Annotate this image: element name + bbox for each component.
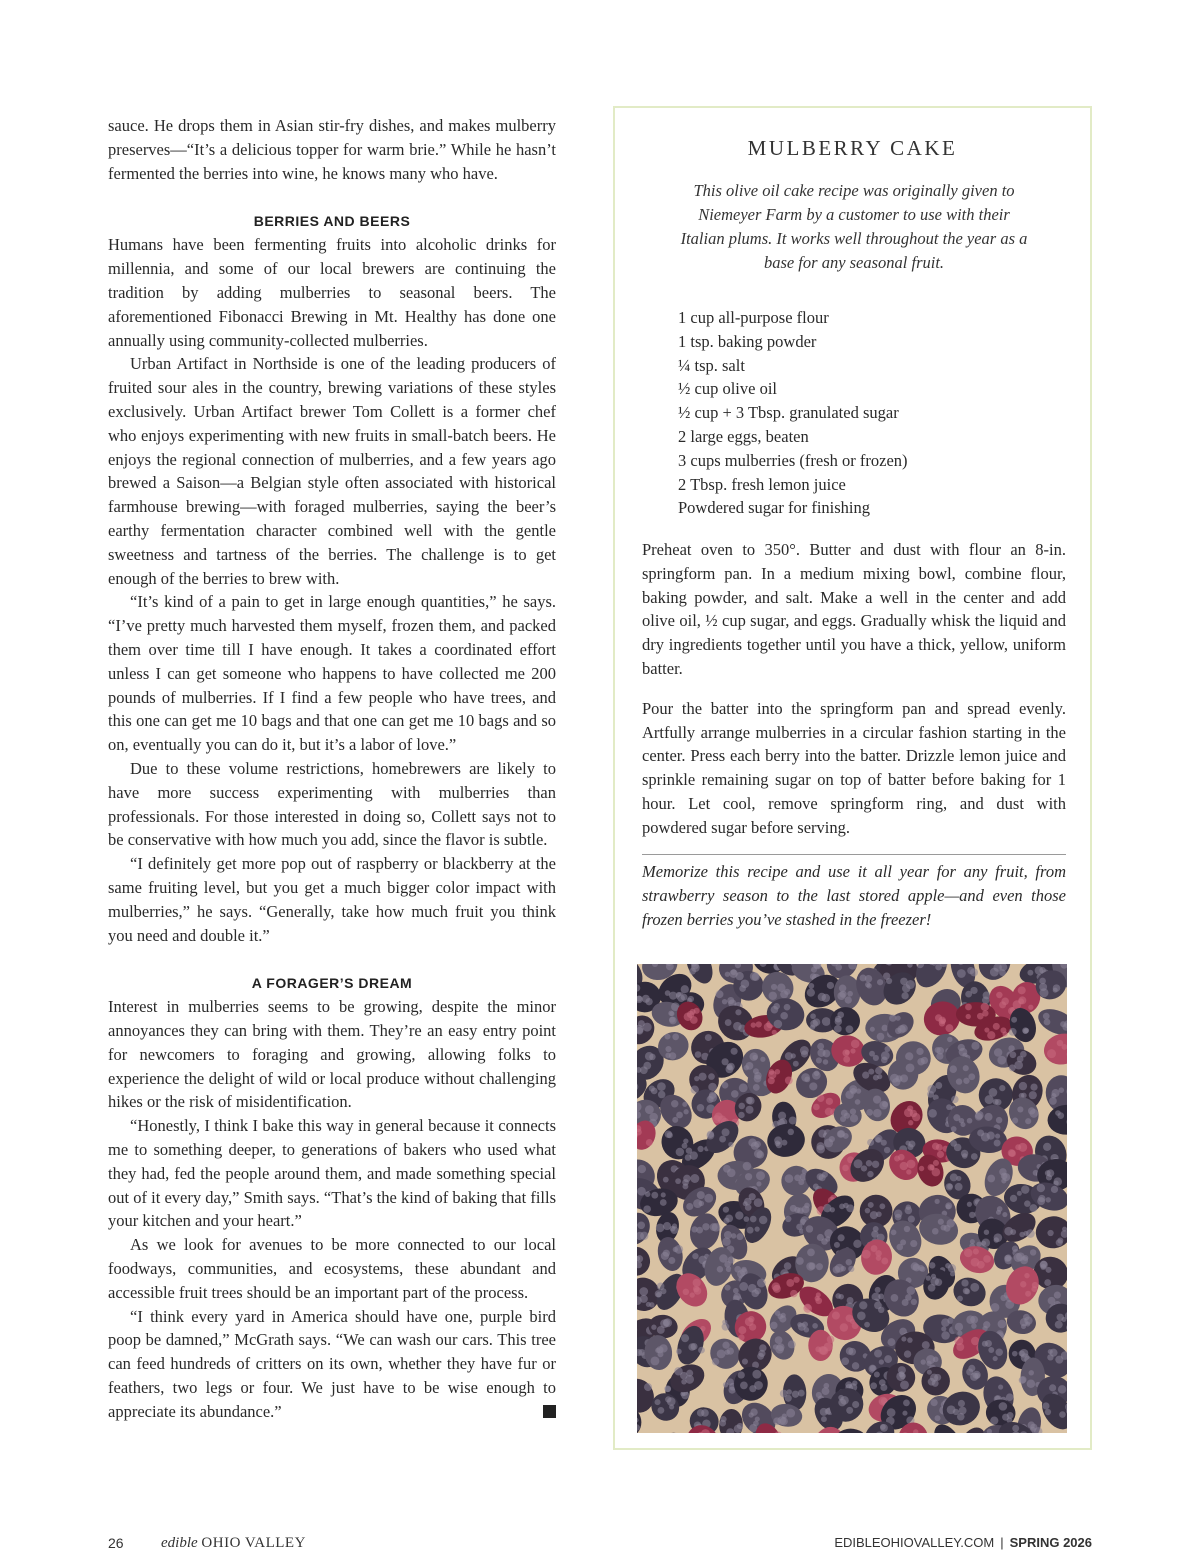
recipe-steps <box>642 538 1066 856</box>
paragraph: “I definitely get more pop out of raspberry or blackberry at the same fruiting level, but you get a much bigger color impact with mulberries,” he says. “Generally, take how much fruit you think you need and double it.” <box>108 854 556 945</box>
ingredient-item: 2 Tbsp. fresh lemon juice <box>678 474 846 494</box>
ingredient-item: ½ cup olive oil <box>678 379 777 399</box>
divider <box>642 854 1066 855</box>
ingredient-item: 2 large eggs, beaten <box>678 426 809 446</box>
website-link[interactable]: EDIBLEOHIOVALLEY.COM <box>834 1535 995 1550</box>
magazine-name-region: OHIO VALLEY <box>201 1535 306 1551</box>
paragraph: “It’s kind of a pain to get in large enough quantities,” he says. “I’ve pretty much harvested them myself, frozen them, and packed them over time till I have enough. It takes a coordinated effort unless I can get someone who happens to have collected me 200 pounds of mulberries. If I find a few people who have trees, and this one can get me 10 bags and that one can get me 10 bags and so on, eventually you can do it, but it’s a labor of love.” <box>108 592 556 755</box>
paragraph: Humans have been fermenting fruits into alcoholic drinks for millennia, and some of our local brewers are continuing the tradition by adding mulberries to seasonal beers. The aforementioned Fibonacci Brewing in Mt. Healthy has done one annually using community-collected mulberries. <box>108 235 556 350</box>
paragraph: Interest in mulberries seems to be growing, despite the minor annoyances they can bring with them. They’re an easy entry point for newcomers to foraging and growing, allowing folks to experience the delight of wild or local produce without challenging hikes or the risk of misidentification. <box>108 997 556 1112</box>
recipe-step: Pour the batter into the springform pan and spread evenly. Artfully arrange mulberries in a circular fashion starting in the center. Press each berry into the batter. Drizzle lemon juice and sprinkle remaining sugar on top of batter before baking for 1 hour. Let cool, remove springform ring, and dust with powdered sugar before serving. <box>642 698 1066 837</box>
footer-separator: | <box>1000 1535 1004 1550</box>
ingredient-item: Powdered sugar for finishing <box>678 498 871 518</box>
ingredient-item: 3 cups mulberries (fresh or frozen) <box>678 450 908 470</box>
recipe-sidebar <box>613 106 1092 1450</box>
page-footer <box>108 1535 1092 1555</box>
recipe-note: Memorize this recipe and use it all year for any fruit, from strawberry season to the last stored apple—and even those frozen berries you’ve stashed in the freezer! <box>642 862 1066 929</box>
issue-label: SPRING 2026 <box>1009 1535 1092 1550</box>
end-of-article-mark <box>543 1405 556 1418</box>
footer-right <box>834 1535 1092 1550</box>
section-heading-foragers-dream: A FORAGER’S DREAM <box>251 975 413 992</box>
section-heading-berries-and-beers: BERRIES AND BEERS <box>253 213 411 230</box>
paragraph: As we look for avenues to be more connected to our local foodways, communities, and ecosystems, these abundant and accessible fruit trees should be an important part of the process. <box>108 1235 556 1302</box>
recipe-intro: This olive oil cake recipe was originally given to Niemeyer Farm by a customer to use with their Italian plums. It works well throughout the year as a base for any seasonal fruit. <box>680 181 1028 272</box>
paragraph: Due to these volume restrictions, homebrewers are likely to have more success experimenting with mulberries than professionals. For those interested in doing so, Collett says not to be conservative with how much you add, since the flavor is subtle. <box>108 758 556 850</box>
paragraph <box>108 1305 556 1424</box>
magazine-name-edible: edible <box>161 1535 198 1551</box>
mulberries-photo <box>637 964 1067 1433</box>
mulberries-image <box>637 964 1067 1433</box>
ingredient-item: 1 tsp. baking powder <box>678 331 817 351</box>
article-column <box>108 114 556 1424</box>
paragraph: Urban Artifact in Northside is one of the leading producers of fruited sour ales in the country, brewing variations of these styles exclusively. Urban Artifact brewer Tom Collett is a former chef who enjoys experimenting with new fruits in small-batch beers. He enjoys the regional connection of mulberries, and a few years ago brewed a Saison—a Belgian style often associated with historical farmhouse brewing—with foraged mulberries, saying the beer’s earthy fermentation character combined well with the gentle sweetness and tartness of the berries. The challenge is to get enough of the berries to brew with. <box>108 354 556 588</box>
page-number: 26 <box>108 1535 124 1551</box>
paragraph: “Honestly, I think I bake this way in general because it connects me to something deeper, to generations of bakers who used what they had, fed the people around them, and made something special out of it every day,” Smith says. “That’s the kind of baking that fills your kitchen and your heart.” <box>108 1116 556 1231</box>
paragraph-text: “I think every yard in America should have one, purple bird poop be damned,” McGrath says. “We can wash our cars. This tree can feed hundreds of critters on its own, whether they have fur or feathers, two legs or four. We just have to be wise enough to appreciate its abundance.” <box>108 1306 556 1421</box>
ingredient-item: 1 cup all-purpose flour <box>678 308 829 327</box>
ingredient-item: ¼ tsp. salt <box>678 355 745 375</box>
recipe-step: Preheat oven to 350°. Butter and dust with flour an 8-in. springform pan. In a medium mixing bowl, combine flour, baking powder, and salt. Make a well in the center and add olive oil, ½ cup sugar, and eggs. Gradually whisk the liquid and dry ingredients together until you have a thick, yellow, uniform batter. <box>642 540 1066 678</box>
paragraph: sauce. He drops them in Asian stir-fry dishes, and makes mulberry preserves—“It’s a delicious topper for warm brie.” While he hasn’t fermented the berries into wine, he knows many who have. <box>108 116 556 183</box>
recipe-title: MULBERRY CAKE <box>747 136 958 160</box>
ingredient-item: ½ cup + 3 Tbsp. granulated sugar <box>678 403 899 423</box>
ingredient-list <box>678 306 908 520</box>
magazine-name <box>161 1535 306 1552</box>
